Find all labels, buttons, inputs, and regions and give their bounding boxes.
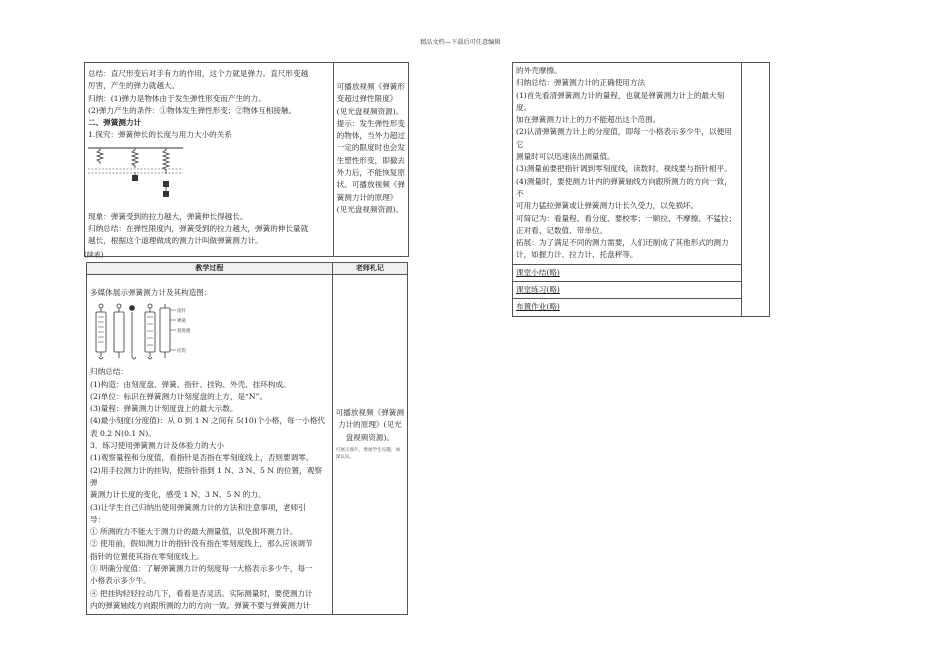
- section-heading: 二、弹簧测力计: [88, 118, 142, 128]
- text-line: 表 0.2 N(0.1 N)。: [90, 428, 156, 438]
- summary-row: [513, 264, 742, 281]
- homework-link[interactable]: 布置作业(略): [516, 302, 560, 312]
- text-line: 正对看、记数值、带单位。: [516, 225, 608, 235]
- note-line: 可播放视频《弹簧测: [335, 408, 404, 417]
- text-line: 拓展：为了满足不同的测力需要，人们还制成了其他形式的测力: [516, 238, 729, 248]
- text-line: (4)最小刻度(分度值)：从 0 到 1 N 之间有 5(10)个小格，每一小格代: [90, 416, 325, 426]
- text-line: 导：: [90, 514, 106, 524]
- diagram-label: 挂钩: [177, 349, 186, 355]
- practice-link[interactable]: 课堂练习(略): [516, 285, 560, 295]
- spring-experiment-figure: [88, 145, 183, 207]
- note-line: 生塑性形变，即撤去: [336, 155, 405, 165]
- teacher-notes-cell: [742, 63, 770, 317]
- text-line: 越长，根据这个道理做成的测力计叫做弹簧测力计。: [88, 236, 263, 246]
- text-line: (4)测量时，要使测力计内的弹簧轴线方向跟所测力的方向一致，不: [516, 176, 732, 198]
- text-line: 加在弹簧测力计上的力不能超出这个范围。: [516, 115, 661, 125]
- text-line: (1)构造：由刻度盘、弹簧、指针、挂钩、外壳、挂环构成。: [90, 379, 291, 389]
- column-header-notes: 老师札记: [332, 263, 407, 275]
- note-line: 可播放视频《弹簧形: [336, 82, 405, 91]
- note-line: 变超过弹性限度》: [336, 94, 398, 104]
- text-line: (2)单位：标识在弹簧测力计刻度盘的上方，是“N”。: [90, 391, 268, 401]
- text-line: 指针的位置使其指在零刻度线上。: [90, 551, 204, 561]
- text-line: 总结：直尺形变后对手有力的作用，这个力就是弹力。直尺形变越: [88, 69, 309, 78]
- column-header-process: 教学过程: [87, 263, 333, 275]
- text-line: 现象：弹簧受到的拉力越大，弹簧伸长得越长。: [88, 211, 248, 221]
- note-line: 状。可播放视频《弹: [336, 180, 405, 190]
- lesson-table-top: [84, 62, 409, 257]
- text-line: ② 使用前，假如测力计的指针没有指在零刻度线上，那么应该调节: [90, 539, 313, 549]
- note-line: 盘视频资源)。: [345, 432, 395, 442]
- text-line: 多媒体展示弹簧测力计及其构造图：: [90, 288, 212, 297]
- text-line: (1)观察量程和分度值，看指针是否指在零刻度线上，否则要调零。: [90, 453, 314, 463]
- note-line: (见光盘视频资源)。: [336, 106, 404, 116]
- text-line: (3)让学生自己归纳出使用弹簧测力计的方法和注意事项，老师引: [90, 502, 306, 512]
- text-line: 归纳总结：: [90, 367, 128, 377]
- text-line: 厉害，产生的弹力就越大。: [88, 81, 180, 91]
- text-line: ④ 把挂钩轻轻拉动几下，看看是否灵活。实际测量时，要使测力计: [90, 588, 313, 598]
- text-line: 的外壳摩擦。: [516, 66, 562, 75]
- continued-label: (续表): [84, 251, 104, 259]
- text-line: (3)量程：弹簧测力计刻度盘上的最大示数。: [90, 404, 238, 414]
- practice-row: [513, 282, 742, 299]
- text-line: (3)测量前要把指针调到零刻度线，读数时，视线要与指针相平。: [516, 164, 732, 174]
- lesson-content-cell: [513, 63, 742, 265]
- teacher-notes-cell: [333, 63, 408, 257]
- diagram-label: 指针: [177, 309, 186, 315]
- text-line: 计，如握力计、拉力计、托盘秤等。: [516, 250, 638, 260]
- note-line: 外力后，不能恢复原: [336, 168, 405, 178]
- text-line: 可简记为：看量程、看分度、要校零；一顺拉、不摩擦、不猛拉；: [516, 213, 737, 223]
- lesson-table-continued: [86, 262, 408, 615]
- page-header: 精品文档---下载后可任意编辑: [420, 39, 501, 46]
- text-line: 簧测力计长度的变化，感受 1 N、3 N、5 N 的力。: [90, 490, 266, 500]
- text-line: 归纳：(1)弹力是物体由于发生弹性形变而产生的力。: [88, 93, 266, 103]
- teacher-notes-cell: [332, 275, 407, 615]
- text-line: 归纳总结：在弹性限度内，弹簧受到的拉力越大，弹簧的伸长量就: [88, 224, 309, 234]
- lesson-content-cell: [85, 63, 334, 257]
- text-line: (1)首先看清弹簧测力计的量程，也就是弹簧测力计上的最大刻度。: [516, 90, 725, 112]
- lesson-table-right: [512, 62, 770, 317]
- text-line: ③ 明确分度值：了解弹簧测力计的刻度每一大格表示多少牛，每一: [90, 564, 313, 574]
- note-tiny: 可展示图片，增加学生见趣，加深认识。: [335, 447, 400, 460]
- text-line: (2)认清弹簧测力计上的分度值，即每一小格表示多少牛，以便用它: [516, 127, 732, 149]
- text-line: (2)用手拉测力计的挂钩，使指针指到 1 N、3 N、5 N 的位置，观察弹: [90, 465, 322, 487]
- text-line: 小格表示多少牛。: [90, 576, 151, 586]
- note-line: 提示：发生弹性形变: [336, 118, 405, 128]
- text-line: 可用力猛拉弹簧或让弹簧测力计长久受力，以免损坏。: [516, 201, 699, 211]
- spring-scale-figure: [90, 302, 200, 362]
- note-line: 一定的限度时也会发: [336, 143, 405, 153]
- homework-row: [513, 299, 742, 316]
- note-line: 力计的原理》(见光: [337, 420, 402, 430]
- text-line: 内的弹簧轴线方向跟所测的力的方向一致。弹簧不要与弹簧测力计: [90, 600, 311, 610]
- text-line: (2)弹力产生的条件：①物体发生弹性形变；②物体互相接触。: [88, 105, 297, 115]
- text-line: 测量时可以迅速读出测量值。: [516, 152, 615, 162]
- diagram-label: 弹簧: [177, 319, 186, 325]
- text-line: 3．练习使用弹簧测力计及体验力的大小: [90, 441, 224, 451]
- summary-link[interactable]: 课堂小结(略): [516, 267, 560, 277]
- note-line: (见光盘视频资源)。: [336, 204, 404, 214]
- text-line: 1.探究：弹簧伸长的长度与用力大小的关系: [88, 130, 232, 140]
- note-line: 的物体，当外力超过: [336, 131, 405, 141]
- lesson-content-cell: [87, 275, 333, 615]
- diagram-label: 刻度板: [177, 329, 191, 335]
- text-line: ① 所测的力不能大于测力计的最大测量值，以免损坏测力计。: [90, 527, 298, 537]
- text-line: 归纳总结：弹簧测力计的正确使用方法: [516, 78, 646, 88]
- note-line: 簧测力计的原理》: [336, 192, 398, 202]
